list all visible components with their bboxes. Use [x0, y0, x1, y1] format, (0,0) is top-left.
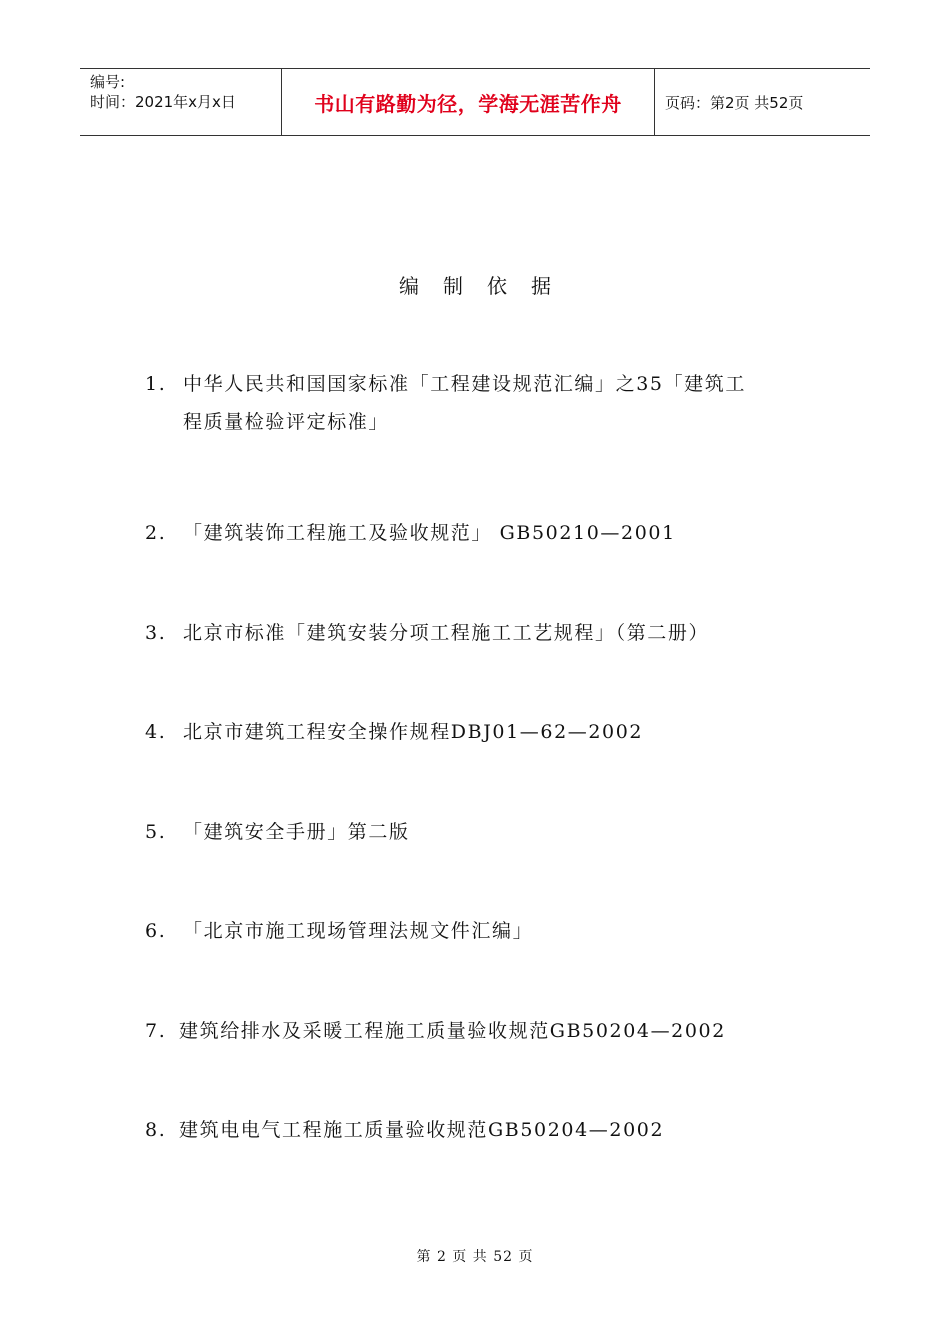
code-label: 编号:: [90, 73, 126, 91]
reference-item: [145, 912, 825, 950]
header-meta: [80, 69, 282, 135]
reference-number: 6.: [145, 920, 167, 942]
reference-text: 「北京市施工现场管理法规文件汇编」: [183, 920, 534, 942]
page-footer: 第 2 页 共 52 页: [416, 1249, 534, 1265]
reference-number: 8.: [145, 1119, 167, 1141]
reference-text: 「建筑装饰工程施工及验收规范」 GB50210—2001: [183, 522, 676, 544]
document-title: 编制依据: [399, 274, 575, 298]
reference-item: [145, 514, 825, 552]
reference-text: 北京市标准「建筑安装分项工程施工工艺规程」（第二册）: [183, 622, 710, 644]
header-motto: 书山有路勤为径，学海无涯苦作舟: [282, 69, 655, 135]
header-page-info: [655, 69, 870, 135]
time-label: 时间：2021年x月x日: [90, 93, 236, 111]
reference-text-continued: 程质量检验评定标准」: [183, 411, 390, 433]
reference-number: 2.: [145, 522, 167, 544]
reference-item: [145, 614, 825, 652]
reference-item: [145, 713, 825, 751]
reference-text: 中华人民共和国国家标准「工程建设规范汇编」之35「建筑工: [183, 373, 746, 395]
reference-number: 1.: [145, 373, 167, 395]
page-header: [80, 68, 870, 136]
reference-text: 建筑给排水及采暖工程施工质量验收规范GB50204—2002: [179, 1020, 726, 1042]
reference-item: [145, 1111, 825, 1149]
page-info-text: 页码：第2页 共52页: [665, 93, 804, 112]
reference-text: 建筑电电气工程施工质量验收规范GB50204—2002: [179, 1119, 665, 1141]
reference-text: 北京市建筑工程安全操作规程DBJ01—62—2002: [183, 721, 644, 743]
reference-number: 4.: [145, 721, 167, 743]
reference-item: [145, 365, 825, 441]
reference-number: 3.: [145, 622, 167, 644]
reference-item: [145, 813, 825, 851]
reference-number: 7.: [145, 1020, 167, 1042]
reference-number: 5.: [145, 821, 167, 843]
reference-item: [145, 1012, 825, 1050]
reference-text: 「建筑安全手册」第二版: [183, 821, 410, 843]
